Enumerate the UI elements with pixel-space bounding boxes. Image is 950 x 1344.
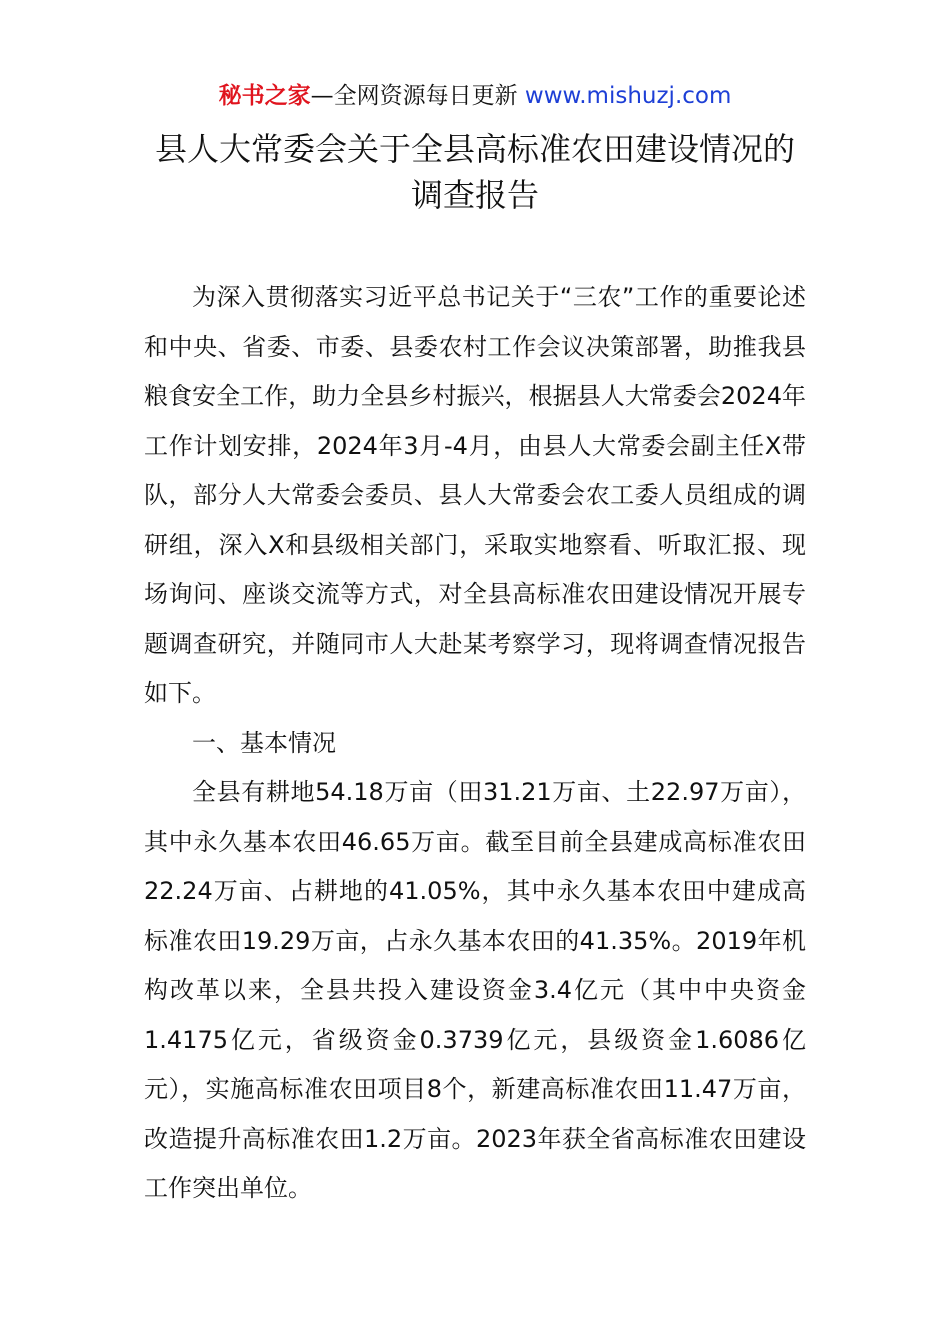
site-slogan: —全网资源每日更新 [310,83,525,109]
intro-paragraph: 为深入贯彻落实习近平总书记关于“三农”工作的重要论述和中央、省委、市委、县委农村工作会议决策部署，助推我县粮食安全工作，助力全县乡村振兴，根据县人大常委会2024年工作计划安排，2024年3月-4月，由县人大常委会副主任X带队，部分人大常委会委员、县人大常委会农工委人员组成的调研组，深入X和县级相关部门，采取实地察看、听取汇报、现场询问、座谈交流等方式，对全县高标准农田建设情况开展专题调查研究，并随同市人大赴某考察学习，现将调查情况报告如下。 [144,283,806,707]
title-line-1: 县人大常委会关于全县高标准农田建设情况的 [154,130,795,168]
site-header [0,80,950,112]
title-line-2: 调查报告 [410,176,539,214]
section-paragraph-basic-situation: 全县有耕地54.18万亩（田31.21万亩、土22.97万亩），其中永久基本农田46.65万亩。截至目前全县建成高标准农田22.24万亩、占耕地的41.05%，其中永久基本农田中建成高标准农田19.29万亩，占永久基本农田的41.35%。2019年机构改革以来，全县共投入建设资金3.4亿元（其中中央资金1.4175亿元，省级资金0.3739亿元，县级资金1.6086亿元），实施高标准农田项目8个，新建高标准农田11.47万亩，改造提升高标准农田1.2万亩。2023年获全省高标准农田建设工作突出单位。 [144,778,806,1202]
site-url-link[interactable]: www.mishuzj.com [524,83,732,109]
section-heading-basic-situation: 一、基本情况 [192,728,336,757]
site-brand: 秘书之家 [218,83,311,109]
document-body [144,273,806,1214]
document-title [0,126,950,218]
